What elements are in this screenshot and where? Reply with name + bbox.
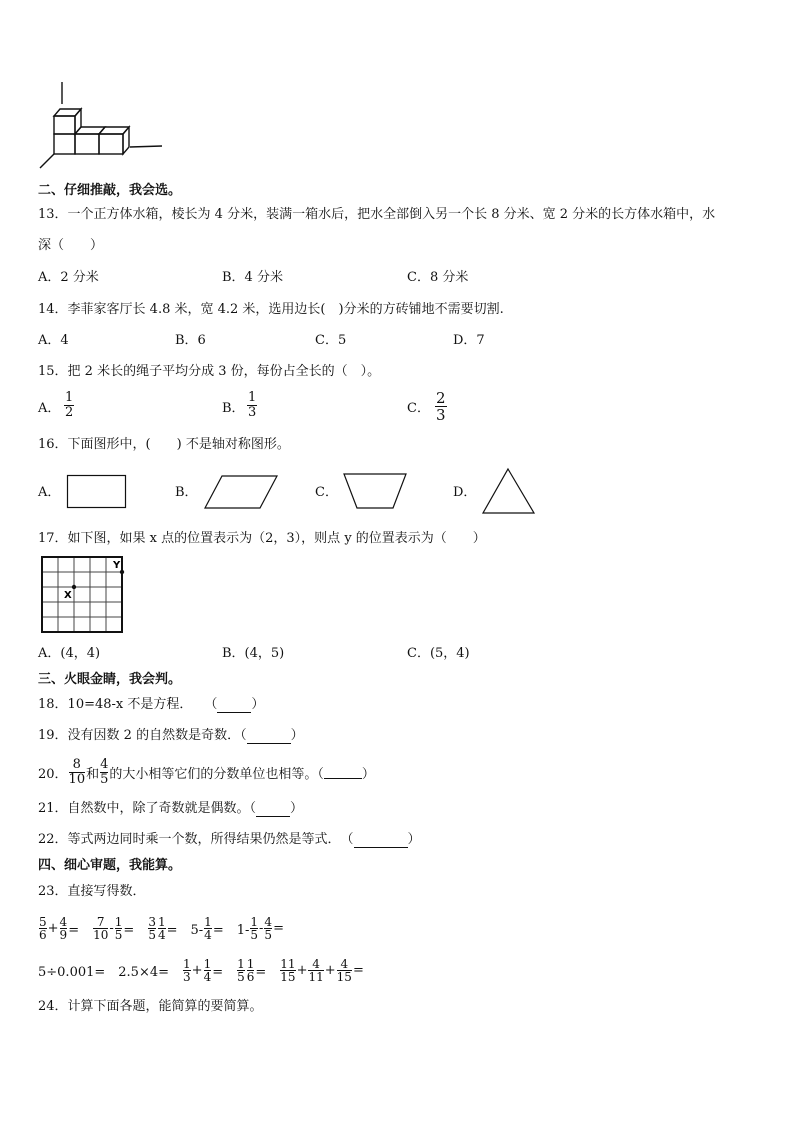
fraction: $\frac{1}{4}$ (203, 956, 212, 984)
operator: + (191, 962, 203, 978)
q14-option-b[interactable]: B．6 (175, 333, 206, 348)
section-3-title: 三、火眼金睛，我会判。 (38, 672, 182, 687)
q13-option-c[interactable]: C．8 分米 (407, 270, 469, 285)
fraction: $\frac{4}{9}$ (59, 914, 68, 942)
q15-option-c-label[interactable]: C． (407, 401, 430, 416)
q19-answer-blank[interactable] (247, 731, 291, 744)
q23-text: 23．直接写得数． (38, 884, 146, 899)
fraction: 5 6 (39, 914, 47, 942)
y-point-label: Y (113, 560, 121, 571)
fraction: $\frac{1}{4}$ (204, 914, 212, 942)
fraction: 1 5 (250, 914, 259, 942)
q18-text: 18．10=48-x 不是方程． （ ） (38, 697, 265, 712)
q17-option-a[interactable]: A．(4，4) (38, 646, 101, 661)
q13-option-a[interactable]: A．2 分米 (38, 270, 99, 285)
q15-text: 15．把 2 米长的绳子平均分成 3 份，每份占全长的（ ）。 (38, 364, 381, 379)
q23-row-2-prefix: 5÷0.001= 2.5×4= (38, 964, 183, 980)
q16-option-a[interactable]: A． (38, 485, 61, 500)
rectangle-shape (67, 475, 127, 509)
operator: = (123, 922, 148, 938)
q16-option-d[interactable]: D． (453, 485, 477, 500)
parallelogram-shape (204, 475, 278, 509)
q17-text: 17．如下图，如果 x 点的位置表示为（2，3），则点 y 的位置表示为（ ） (38, 531, 486, 546)
operator: + (324, 962, 336, 978)
q20-row: 20． 8 10 和 4 5 的大小相等它们的分数单位也相等。（ ） (38, 756, 375, 787)
q13-text: 13．一个正方体水箱，棱长为 4 分米，装满一箱水后，把水全部倒入另一个长 8 分米、宽 2 分米的长方体水箱中，水 (38, 207, 716, 222)
operator: = (212, 964, 237, 980)
fraction: $\frac{1}{5}$ (114, 914, 123, 942)
fraction: $\frac{1}{6}$ (246, 956, 255, 984)
q22-text: 22．等式两边同时乘一个数，所得结果仍然是等式． （ ） (38, 832, 421, 847)
q14-option-c[interactable]: C．5 (315, 333, 347, 348)
triangle-shape (482, 468, 536, 514)
operator: + (296, 962, 308, 978)
q16-option-b[interactable]: B． (175, 485, 198, 500)
operator: = (352, 962, 364, 978)
operator: + (47, 920, 59, 936)
q14-text: 14．李菲家客厅长 4.8 米，宽 4.2 米，选用边长( )分米的方砖铺地不需要切割. (38, 302, 504, 317)
fraction: $\frac{4}{15}$ (336, 956, 352, 984)
q21-answer-blank[interactable] (256, 804, 290, 817)
q23-row-2 (38, 953, 364, 987)
trapezoid-shape (343, 473, 407, 509)
section-2-title: 二、仔细推敲，我会选。 (38, 183, 182, 198)
q13-text-cont: 深（ ） (38, 238, 104, 253)
q15-option-b-fraction: $\frac{1}{3}$ (248, 390, 257, 420)
operator: = 5- (166, 922, 204, 938)
q20-answer-blank[interactable] (324, 766, 362, 779)
q14-option-d[interactable]: D．7 (453, 333, 485, 348)
operator: = (255, 964, 280, 980)
q15-option-b-label[interactable]: B． (222, 401, 245, 416)
cube-stack-figure (38, 82, 168, 172)
q15-option-c-fraction: $\frac{2}{3}$ (436, 389, 446, 424)
operator: = 1- (212, 922, 250, 938)
q24-text: 24．计算下面各题，能简算的要简算。 (38, 999, 263, 1014)
q13-option-b[interactable]: B．4 分米 (222, 270, 283, 285)
operator: - (109, 920, 114, 936)
fraction: $\frac{1}{5}$ (237, 956, 245, 984)
fraction: $\frac{1}{4}$ (157, 914, 166, 942)
fraction: $\frac{11}{15}$ (280, 956, 296, 984)
q17-option-c[interactable]: C．(5，4) (407, 646, 470, 661)
operator: - (259, 920, 264, 936)
q18-answer-blank[interactable] (217, 700, 251, 713)
q23-row-1 (38, 911, 284, 945)
fraction: $\frac{7}{10}$ (93, 914, 109, 942)
q22-answer-blank[interactable] (354, 835, 408, 848)
q19-text: 19．没有因数 2 的自然数是奇数．（ ） (38, 728, 304, 743)
fraction: $\frac{3}{5}$ (148, 914, 156, 942)
q14-option-a[interactable]: A．4 (38, 333, 69, 348)
q21-text: 21．自然数中，除了奇数就是偶数。（ ） (38, 801, 304, 816)
q15-option-a-label[interactable]: A． (38, 401, 61, 416)
fraction: $\frac{4}{11}$ (308, 956, 324, 984)
x-point-label: X (64, 590, 72, 601)
operator: = (273, 920, 284, 936)
q16-option-c[interactable]: C． (315, 485, 338, 500)
operator: = (68, 922, 93, 938)
section-4-title: 四、细心审题，我能算。 (38, 858, 182, 873)
q16-text: 16．下面图形中，( ) 不是轴对称图形。 (38, 437, 290, 452)
position-grid (42, 557, 126, 635)
q17-option-b[interactable]: B．(4，5) (222, 646, 285, 661)
fraction: $\frac{4}{5}$ (264, 914, 273, 942)
q15-option-a-fraction: $\frac{1}{2}$ (65, 390, 74, 420)
fraction: 1 3 (183, 956, 191, 984)
